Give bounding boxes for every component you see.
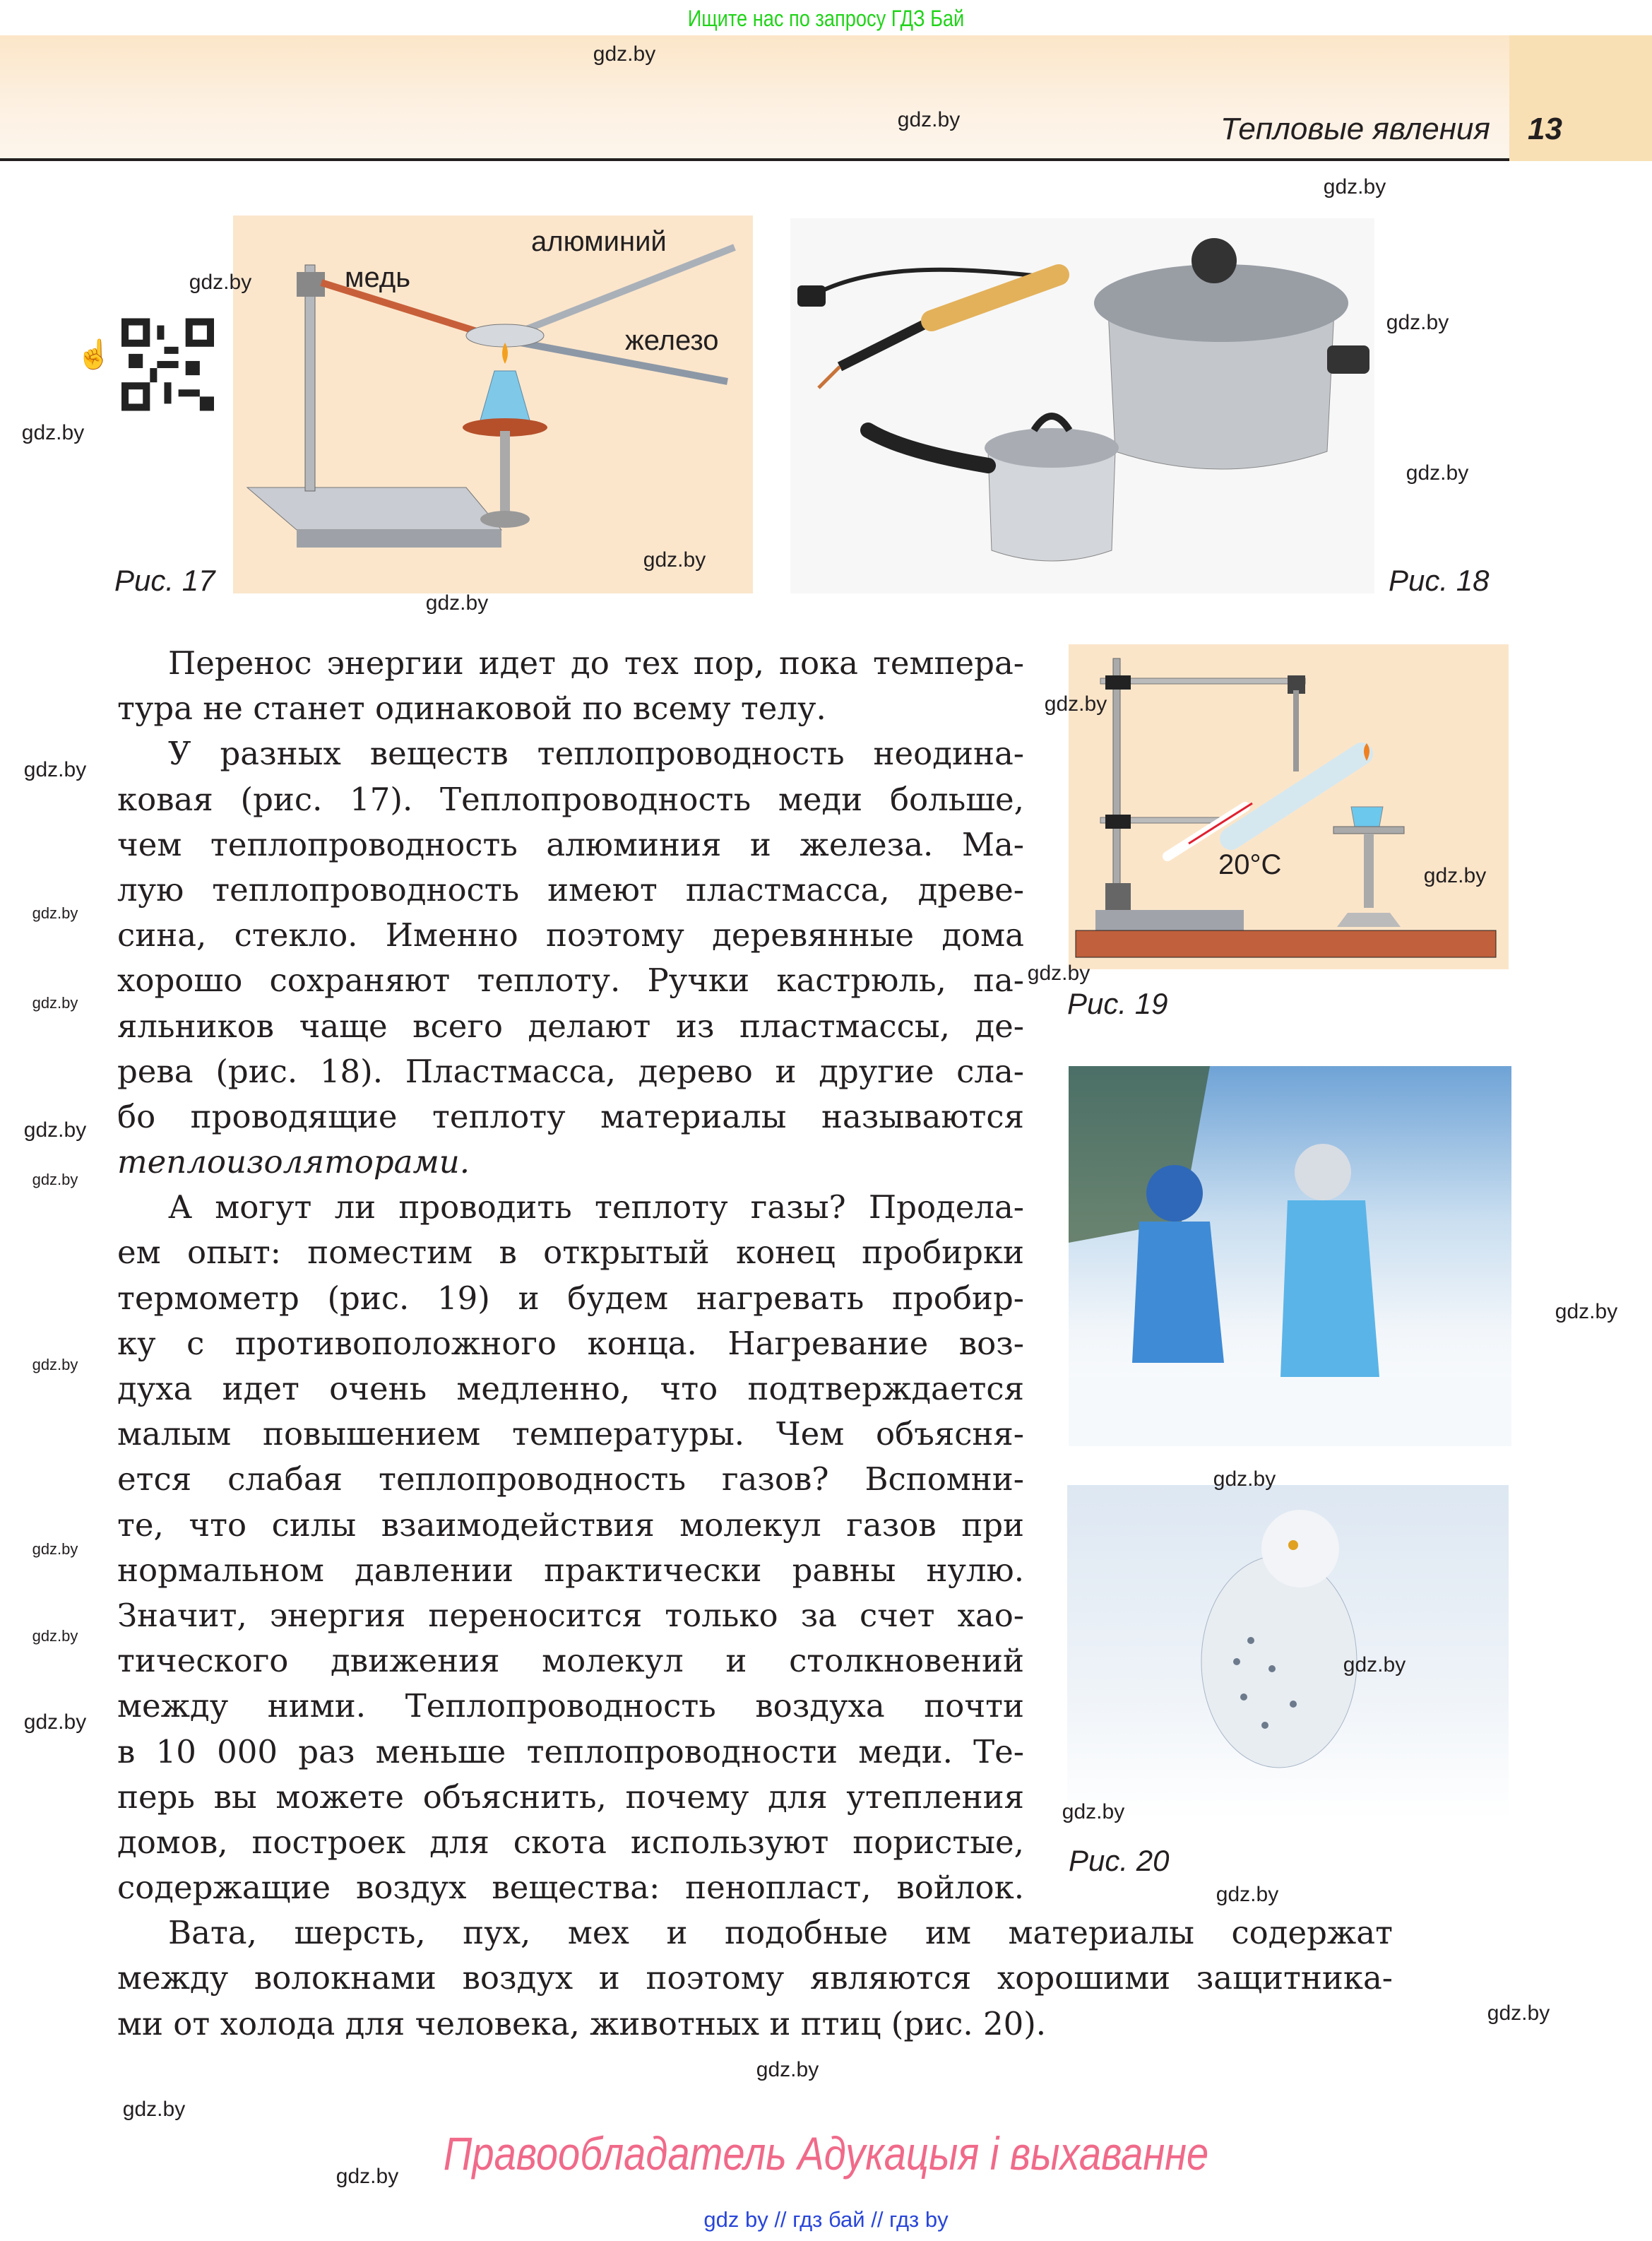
text-line: У разных веществ теплопроводность неодина- — [168, 735, 1024, 773]
figure-17-caption: Рис. 17 — [114, 564, 215, 597]
watermark: gdz.by — [425, 591, 489, 615]
text-line: хорошо сохраняют теплоту. Ручки кастрюль, па- — [117, 962, 1024, 1000]
search-banner[interactable]: Ищите нас по запросу ГДЗ Бай — [687, 6, 965, 31]
watermark: gdz.by — [897, 108, 961, 131]
watermark: gdz.by — [32, 1171, 78, 1188]
watermark: gdz.by — [1213, 1467, 1276, 1491]
watermark: gdz.by — [21, 421, 85, 444]
figure-18-cookware — [790, 218, 1374, 593]
watermark: gdz.by — [1044, 692, 1107, 716]
watermark: gdz.by — [32, 1356, 78, 1373]
watermark: gdz.by — [32, 1627, 78, 1645]
text-line: Значит, энергия переносится только за счет хао- — [117, 1596, 1024, 1634]
text-line: между волокнами воздух и поэтому являются хорошими защитника- — [117, 1959, 1393, 1997]
figure-19-caption: Рис. 19 — [1067, 987, 1168, 1020]
footer-links[interactable]: gdz by // гдз бай // гдз by — [703, 2207, 949, 2232]
watermark: gdz.by — [756, 2058, 819, 2081]
text-line: тического движения молекул и столкновений — [117, 1642, 1024, 1680]
copyright-notice: Правообладатель Адукацыя і выхаванне — [443, 2127, 1209, 2180]
watermark: gdz.by — [1216, 1883, 1279, 1906]
text-line: сина, стекло. Именно поэтому деревянные дома — [117, 916, 1024, 954]
text-line: ку с противоположного конца. Нагревание воз- — [117, 1324, 1024, 1362]
watermark: gdz.by — [1323, 175, 1386, 199]
body-text — [117, 641, 1393, 2047]
text-line: Вата, шерсть, пух, мех и подобные им материалы содержат — [168, 1914, 1393, 1952]
watermark: gdz.by — [1343, 1653, 1406, 1677]
watermark: gdz.by — [32, 904, 78, 922]
watermark: gdz.by — [335, 2165, 399, 2188]
watermark: gdz.by — [1555, 1300, 1618, 1323]
figure-17-conduction-apparatus — [233, 215, 753, 593]
page-number: 13 — [1528, 112, 1562, 146]
text-line: перь вы можете объяснить, почему для утепления — [117, 1778, 1024, 1816]
text-line: духа идет очень медленно, что подтверждается — [117, 1370, 1024, 1407]
text-line: те, что силы взаимодействия молекул газов при — [117, 1506, 1024, 1544]
watermark: gdz.by — [1062, 1800, 1125, 1823]
watermark: gdz.by — [189, 271, 252, 294]
text-line: ковая (рис. 17). Теплопроводность меди больше, — [117, 780, 1024, 818]
watermark: gdz.by — [593, 42, 656, 66]
watermark: gdz.by — [122, 2098, 186, 2121]
text-line: содержащие воздух вещества: пенопласт, войлок. — [117, 1869, 1024, 1907]
text-line: лую теплопроводность имеют пластмасса, древе- — [117, 870, 1024, 909]
text-line: бо проводящие теплоту материалы называются — [117, 1097, 1024, 1135]
text-line: ется слабая теплопроводность газов? Вспомни- — [117, 1460, 1024, 1498]
watermark: gdz.by — [1406, 461, 1469, 485]
text-line: малым повышением температуры. Чем объясня- — [117, 1415, 1024, 1453]
figure-20-caption: Рис. 20 — [1069, 1844, 1170, 1877]
text-line: рева (рис. 18). Пластмасса, дерево и другие сла- — [117, 1052, 1024, 1090]
text-line: чем теплопроводность алюминия и железа. Ма- — [117, 825, 1024, 863]
watermark: gdz.by — [23, 1118, 87, 1142]
watermark: gdz.by — [1386, 311, 1449, 334]
watermark: gdz.by — [23, 758, 87, 781]
hand-pointer-icon: ☝ — [76, 339, 112, 370]
header-divider — [0, 158, 1509, 161]
text-line: ем опыт: поместим в открытый конец пробирки — [117, 1234, 1024, 1272]
watermark: gdz.by — [1487, 2001, 1550, 2025]
text-line: ми от холода для человека, животных и птиц (рис. 20). — [117, 2004, 1047, 2042]
label-aluminum: алюминий — [531, 226, 667, 257]
label-iron: железо — [625, 325, 719, 356]
text-line: Перенос энергии идет до тех пор, пока темпера- — [168, 644, 1024, 682]
text-line: домов, построек для скота используют пористые, — [117, 1823, 1024, 1861]
watermark: gdz.by — [32, 1540, 78, 1558]
qr-code-icon[interactable] — [121, 317, 214, 412]
thermometer-reading: 20°C — [1218, 849, 1282, 880]
watermark: gdz.by — [1423, 864, 1487, 887]
watermark: gdz.by — [1027, 962, 1091, 985]
figure-18-caption: Рис. 18 — [1389, 564, 1490, 597]
text-line: нормальном давлении практически равны нулю. — [117, 1551, 1024, 1589]
text-line: яльников чаще всего делают из пластмассы, де- — [117, 1007, 1024, 1045]
text-line: тура не станет одинаковой по всему телу. — [117, 690, 826, 728]
watermark: gdz.by — [23, 1710, 87, 1734]
label-copper: медь — [345, 262, 411, 293]
watermark: gdz.by — [643, 548, 706, 572]
term-insulators: теплоизоляторами. — [117, 1143, 470, 1181]
text-line: А могут ли проводить теплоту газы? Продела- — [168, 1188, 1024, 1226]
text-line: в 10 000 раз меньше теплопроводности меди. Те- — [117, 1732, 1024, 1770]
text-line: термометр (рис. 19) и будем нагревать пробир- — [117, 1279, 1024, 1317]
text-line: между ними. Теплопроводность воздуха почти — [117, 1687, 1024, 1725]
watermark: gdz.by — [32, 994, 78, 1012]
chapter-title: Тепловые явления — [1220, 112, 1490, 146]
